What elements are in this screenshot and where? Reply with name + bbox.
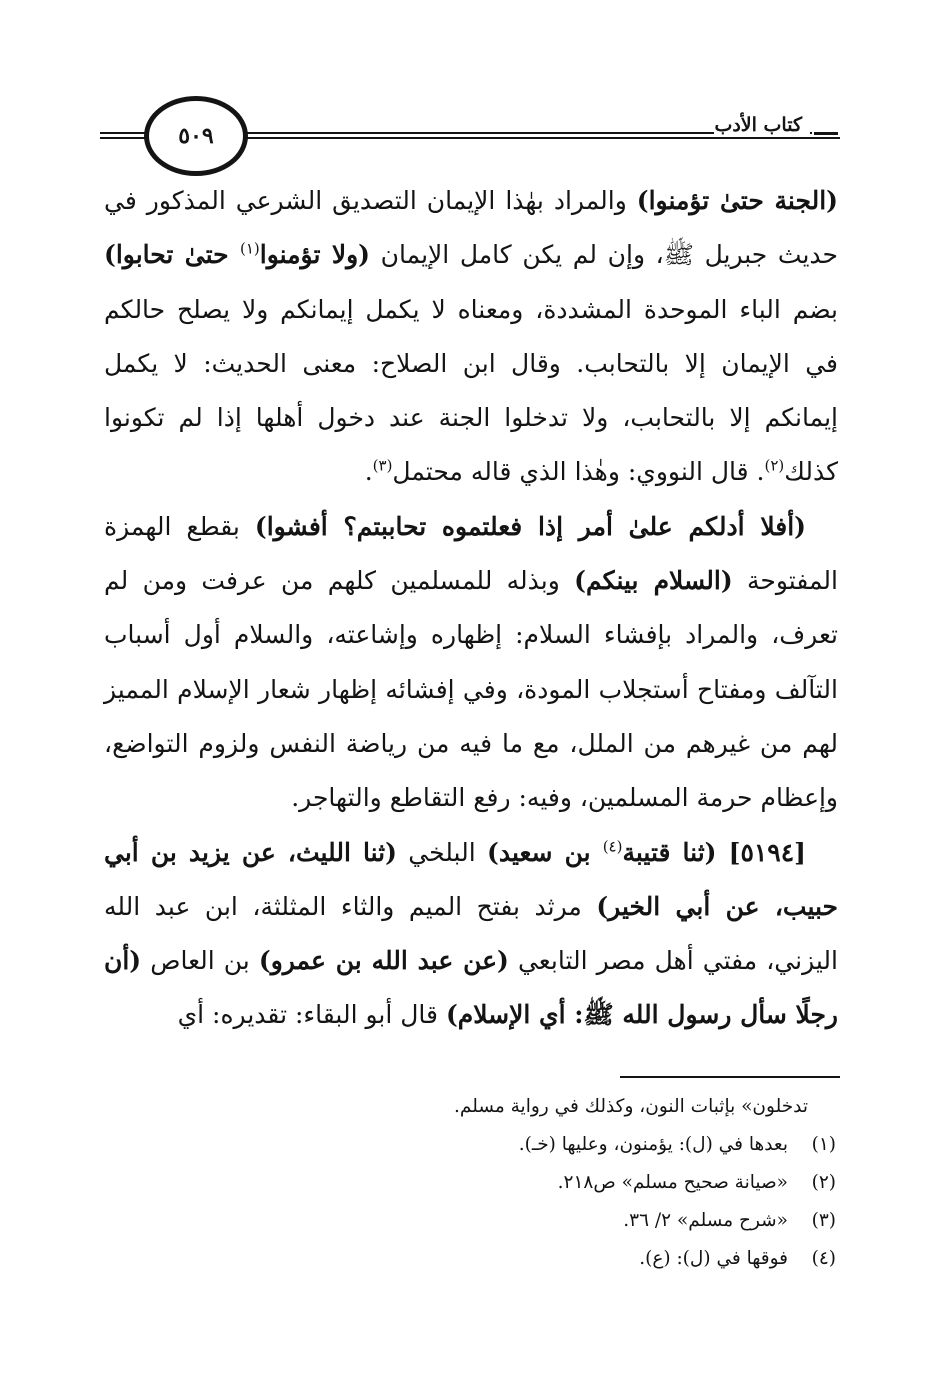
- quote-text: (السلام بينكم): [574, 566, 733, 596]
- commentary-text: بقطع الهمزة المفتوحة: [104, 511, 838, 596]
- footnote-marker: (١): [239, 239, 260, 258]
- footnote-text: بعدها في (ل): يؤمنون، وعليها (خـ).: [518, 1134, 788, 1155]
- footnote-item: [336, 1126, 836, 1164]
- main-text: [104, 174, 838, 1043]
- page-number: ٥٠٩: [144, 96, 248, 176]
- paragraph-1: [104, 174, 838, 500]
- quote-text: (ثنا الليث، عن يزيد بن أبي حبيب، عن أبي الخير): [104, 837, 838, 921]
- commentary-text: قال أبو البقاء: تقديره: أي: [177, 1000, 446, 1030]
- hadith-number: [٥١٩٤] (ثنا قتيبة: [622, 837, 806, 867]
- quote-text: حتىٰ تحابوا): [104, 240, 240, 270]
- footnote-number: (٢): [811, 1172, 836, 1193]
- footnote-continuation: تدخلون» بإثبات النون، وكذلك في رواية مسلم.: [454, 1096, 808, 1117]
- footnote-text: فوقها في (ل): (ع).: [639, 1248, 788, 1269]
- commentary-text: مرثد بفتح الميم والثاء المثلثة، ابن عبد الله اليزني، مفتي أهل مصر التابعي: [104, 891, 838, 976]
- paragraph-2: [104, 500, 838, 826]
- commentary-text: البلخي: [396, 837, 487, 867]
- commentary-text: .: [364, 457, 373, 487]
- quote-text: (الجنة حتىٰ تؤمنوا): [636, 186, 838, 215]
- footnote-item: [336, 1164, 836, 1202]
- quote-text: (عن عبد الله بن عمرو): [258, 946, 509, 976]
- quote-text: (أن رجلًا سأل رسول الله ﷺ: أي الإسلام): [104, 946, 838, 1030]
- quote-text: بن سعيد): [487, 837, 603, 867]
- footnote-marker: (٣): [372, 457, 393, 476]
- footnote-number: (١): [811, 1134, 836, 1155]
- quote-text: (أفلا أدلكم علىٰ أمر إذا فعلتموه تحاببتم؟ أفشوا): [254, 511, 806, 541]
- commentary-text: . قال النووي: وهٰذا الذي قاله محتمل: [392, 457, 765, 487]
- footnote-number: (٣): [811, 1210, 836, 1231]
- footnote-item: [336, 1202, 836, 1240]
- footnote-number: (٤): [811, 1248, 836, 1269]
- paragraph-3: [104, 826, 838, 1043]
- header-dash: [812, 130, 840, 136]
- footnote-text: «شرح مسلم» ٢/ ٣٦.: [623, 1210, 788, 1231]
- quote-text: (ولا تؤمنوا: [259, 240, 370, 270]
- footnote-marker: (٢): [764, 457, 785, 476]
- commentary-text: بن العاص: [141, 946, 259, 976]
- footnote-separator: [620, 1076, 840, 1078]
- book-title: كتاب الأدب: [714, 114, 810, 136]
- footnote-text: «صيانة صحيح مسلم» ص٢١٨.: [557, 1172, 788, 1193]
- commentary-text: بضم الباء الموحدة المشددة، ومعناه لا يكمل إيمانكم ولا يصلح حالكم في الإيمان إلا بالتحابب. وقال ابن الصلاح: معنى الحديث: لا يكمل إيمانكم إلا بالتحابب، ولا تدخلوا الجنة عند دخول أهلها إذا لم تكونوا كذلك: [104, 294, 838, 487]
- commentary-text: وبذله للمسلمين كلهم من عرفت ومن لم تعرف، والمراد بإفشاء السلام: إظهاره وإشاعته، والسلام أول أسباب التآلف ومفتاح أستجلاب المودة، وفي إفشائه إظهار شعار الإسلام المميز لهم من غيرهم من الملل، مع ما فيه من رياضة النفس ولزوم التواضع، وإعظام حرمة المسلمين، وفيه: رفع التقاطع والتهاجر.: [104, 566, 838, 813]
- footnotes: [336, 1088, 836, 1278]
- page-header: [100, 96, 840, 172]
- footnote-marker: (٤): [602, 837, 623, 856]
- footnote-item: [336, 1240, 836, 1278]
- commentary-text: والمراد بهٰذا الإيمان التصديق الشرعي المذكور في حديث جبريل ﷺ، وإن لم يكن كامل الإيمان: [104, 186, 838, 270]
